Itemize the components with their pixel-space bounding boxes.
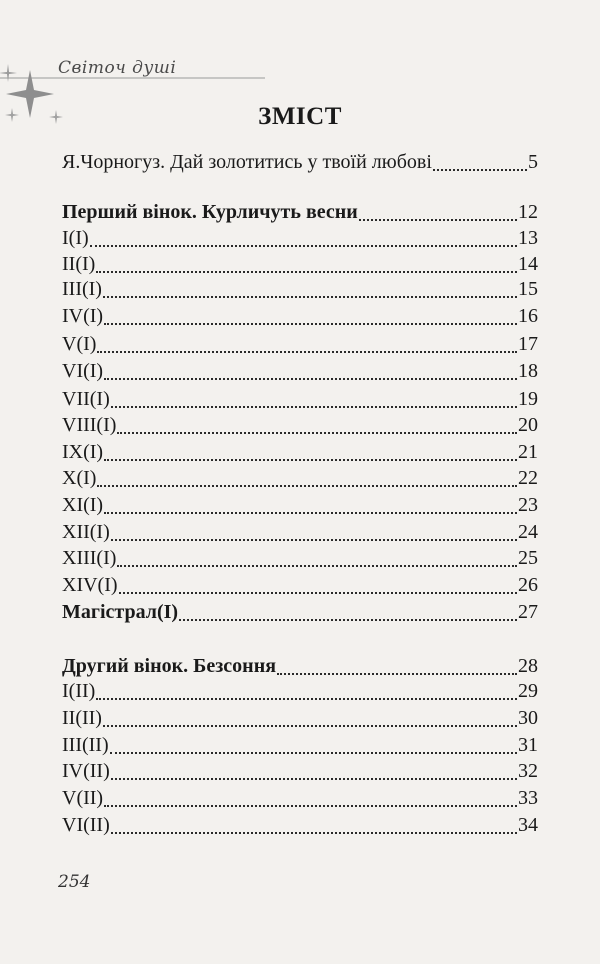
- toc-entry: [62, 201, 538, 227]
- toc-entry-title: V(I): [62, 333, 97, 355]
- toc-entry-page: 17: [518, 333, 538, 355]
- dot-leader: [111, 539, 517, 541]
- dot-leader: [103, 296, 517, 298]
- dot-leader: [104, 805, 517, 807]
- running-head: Світоч душі: [58, 58, 177, 78]
- toc-entry-page: 21: [518, 441, 538, 463]
- toc-entry-title: Магістрал(I): [62, 601, 179, 623]
- toc-entry-page: 5: [528, 151, 538, 173]
- toc-entry-title: VI(II): [62, 814, 110, 836]
- dot-leader: [117, 432, 517, 434]
- toc-entry: [62, 814, 538, 840]
- toc-entry-title: XIII(I): [62, 547, 117, 569]
- toc-entry-page: 29: [518, 680, 538, 702]
- toc-entry-title: IV(I): [62, 305, 104, 327]
- dot-leader: [110, 752, 517, 754]
- toc-entry-page: 28: [518, 655, 538, 677]
- toc-entry-title: VIII(I): [62, 414, 117, 436]
- toc-entry-title: I(II): [62, 680, 96, 702]
- dot-leader: [103, 725, 517, 727]
- toc-entry-title: VII(I): [62, 388, 110, 410]
- toc-entry: [62, 707, 538, 733]
- dot-leader: [97, 351, 517, 353]
- toc-entry-page: 18: [518, 360, 538, 382]
- toc-entry-title: III(I): [62, 278, 102, 300]
- dot-leader: [359, 219, 517, 221]
- toc-entry-title: XII(I): [62, 521, 110, 543]
- dot-leader: [179, 619, 517, 621]
- toc-entry-page: 26: [518, 574, 538, 596]
- dot-leader: [97, 485, 517, 487]
- toc-entry-title: X(I): [62, 467, 97, 489]
- dot-leader: [104, 459, 517, 461]
- toc-entry: [62, 574, 538, 600]
- dot-leader: [111, 832, 517, 834]
- toc-entry-page: 12: [518, 201, 538, 223]
- toc-entry: [62, 151, 538, 177]
- dot-leader: [96, 698, 517, 700]
- dot-leader: [119, 592, 517, 594]
- dot-leader: [104, 512, 517, 514]
- toc-entry-title: IX(I): [62, 441, 104, 463]
- toc-entry-page: 13: [518, 227, 538, 249]
- toc-entry-title: Перший вінок. Курличуть весни: [62, 201, 358, 223]
- dot-leader: [277, 673, 517, 675]
- toc-entry: [62, 333, 538, 359]
- toc-entry-title: II(II): [62, 707, 102, 729]
- toc-entry-title: II(I): [62, 253, 96, 275]
- toc-entry-page: 25: [518, 547, 538, 569]
- toc-entry: [62, 467, 538, 493]
- toc-entry: [62, 680, 538, 706]
- toc-entry-title: I(I): [62, 227, 89, 249]
- toc-entry: [62, 734, 538, 760]
- toc-entry: [62, 494, 538, 520]
- toc-title: ЗМІСТ: [258, 103, 342, 130]
- toc-entry: [62, 547, 538, 573]
- toc-entry: [62, 760, 538, 786]
- toc-entry: [62, 305, 538, 331]
- toc-entry-title: V(II): [62, 787, 104, 809]
- toc-entry-page: 14: [518, 253, 538, 275]
- toc-entry-title: III(II): [62, 734, 109, 756]
- toc-entry: [62, 253, 538, 279]
- toc-entry: [62, 227, 538, 253]
- toc-entry-page: 16: [518, 305, 538, 327]
- toc-entry: [62, 441, 538, 467]
- toc-entry-page: 34: [518, 814, 538, 836]
- dot-leader: [104, 323, 517, 325]
- toc-entry-page: 22: [518, 467, 538, 489]
- page-number: 254: [58, 872, 91, 892]
- toc-entry: [62, 388, 538, 414]
- toc-entry-page: 23: [518, 494, 538, 516]
- toc-entry-page: 32: [518, 760, 538, 782]
- toc-entry-title: Я.Чорногуз. Дай золотитись у твоїй любові: [62, 151, 432, 173]
- dot-leader: [111, 778, 517, 780]
- toc-entry-page: 15: [518, 278, 538, 300]
- toc-entry-page: 27: [518, 601, 538, 623]
- toc-entry-title: Другий вінок. Безсоння: [62, 655, 277, 677]
- toc-entry: [62, 655, 538, 681]
- toc-entry-title: XIV(I): [62, 574, 118, 596]
- toc-entry-page: 19: [518, 388, 538, 410]
- dot-leader: [117, 565, 517, 567]
- toc-entry-page: 20: [518, 414, 538, 436]
- toc-entry-page: 33: [518, 787, 538, 809]
- toc-entry: [62, 278, 538, 304]
- toc-entry-page: 30: [518, 707, 538, 729]
- toc-entry: [62, 360, 538, 386]
- dot-leader: [111, 406, 517, 408]
- dot-leader: [90, 245, 517, 247]
- toc-entry: [62, 521, 538, 547]
- toc-entry: [62, 414, 538, 440]
- dot-leader: [104, 378, 517, 380]
- toc-entry: [62, 787, 538, 813]
- toc-entry-page: 31: [518, 734, 538, 756]
- dot-leader: [433, 169, 527, 171]
- dot-leader: [96, 271, 517, 273]
- toc-entry-title: VI(I): [62, 360, 104, 382]
- toc-entry: [62, 601, 538, 627]
- toc-entry-title: XI(I): [62, 494, 104, 516]
- toc-entry-page: 24: [518, 521, 538, 543]
- toc-entry-title: IV(II): [62, 760, 110, 782]
